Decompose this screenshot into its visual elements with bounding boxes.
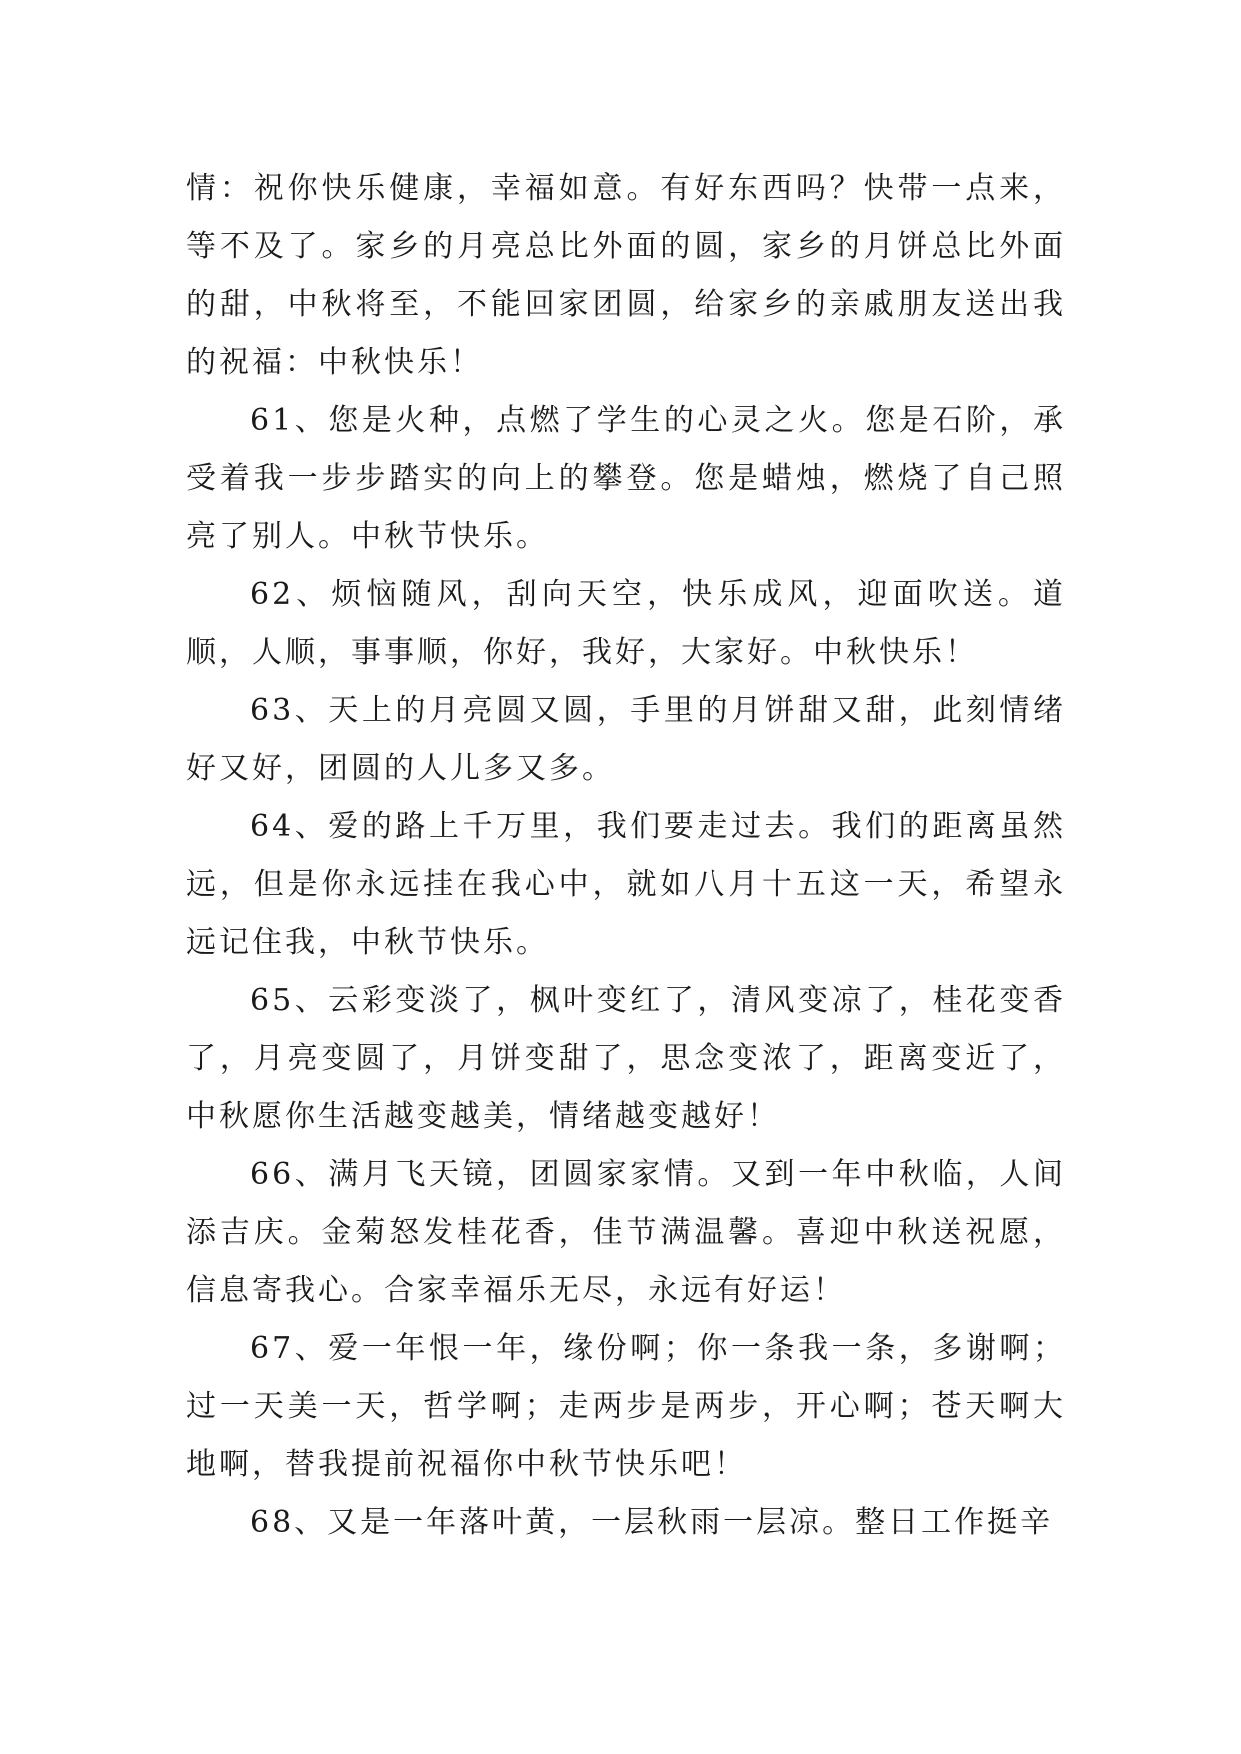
paragraph-63: 63、天上的月亮圆又圆，手里的月饼甜又甜，此刻情绪好又好，团圆的人儿多又多。 — [186, 693, 1066, 786]
paragraph-66: 66、满月飞天镜，团圆家家情。又到一年中秋临，人间添吉庆。金菊怒发桂花香，佳节满温馨。喜迎中秋送祝愿，信息寄我心。合家幸福乐无尽，永远有好运！ — [186, 1157, 1066, 1308]
paragraph-60-continued: 情：祝你快乐健康，幸福如意。有好东西吗？快带一点来，等不及了。家乡的月亮总比外面的圆，家乡的月饼总比外面的甜，中秋将至，不能回家团圆，给家乡的亲戚朋友送出我的祝福：中秋快乐！ — [186, 171, 1066, 380]
paragraph-64: 64、爱的路上千万里，我们要走过去。我们的距离虽然远，但是你永远挂在我心中，就如八月十五这一天，希望永远记住我，中秋节快乐。 — [186, 809, 1066, 960]
paragraph-61: 61、您是火种，点燃了学生的心灵之火。您是石阶，承受着我一步步踏实的向上的攀登。您是蜡烛，燃烧了自己照亮了别人。中秋节快乐。 — [186, 403, 1066, 554]
paragraph-68: 68、又是一年落叶黄，一层秋雨一层凉。整日工作挺辛 — [250, 1505, 1054, 1540]
paragraph-65: 65、云彩变淡了，枫叶变红了，清风变凉了，桂花变香了，月亮变圆了，月饼变甜了，思念变浓了，距离变近了，中秋愿你生活越变越美，情绪越变越好！ — [186, 983, 1066, 1134]
paragraph-62: 62、烦恼随风，刮向天空，快乐成风，迎面吹送。道顺，人顺，事事顺，你好，我好，大家好。中秋快乐！ — [186, 577, 1066, 670]
document-body — [186, 160, 1066, 1552]
paragraph-67: 67、爱一年恨一年，缘份啊；你一条我一条，多谢啊；过一天美一天，哲学啊；走两步是两步，开心啊；苍天啊大地啊，替我提前祝福你中秋节快乐吧！ — [186, 1331, 1066, 1482]
